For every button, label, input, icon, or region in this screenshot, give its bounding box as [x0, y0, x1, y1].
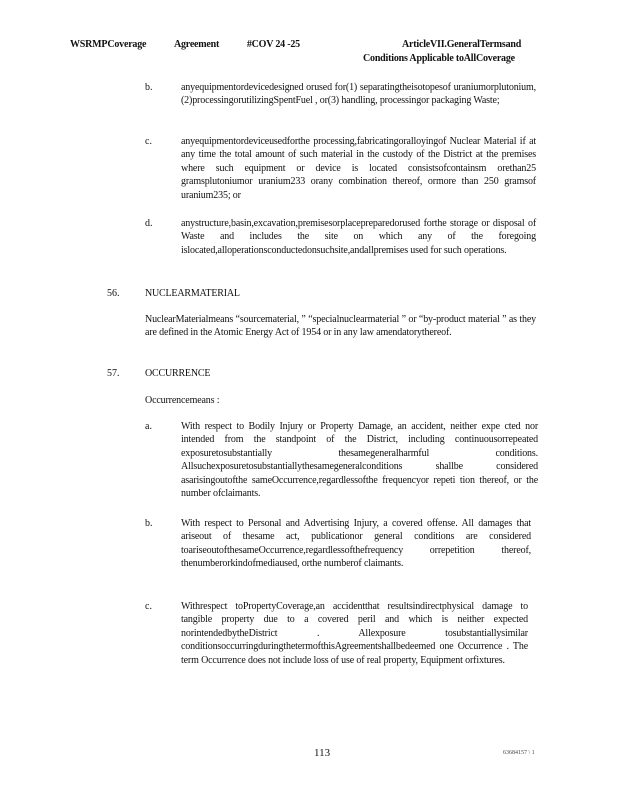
page-number: 113 — [314, 747, 331, 759]
item-text: With respect to Bodily Injury or Property Damage, an accident, neither expe cted nor intended from the standpoint of the District, including continuousorrepeated exposuretosubstantially thesamegeneralharmful conditions. Allsuchexposuretosubstantiallythesamegeneralconditions shallbe considered asarisingoutofthe sameOccurrence,regardlessofthe frequencyor repeti tion thereof, or the number ofclaimants. — [181, 421, 538, 500]
header-article-subtitle: Conditions Applicable toAllCoverage — [363, 53, 515, 64]
item-label: d. — [145, 218, 153, 229]
item-label: c. — [145, 601, 152, 612]
document-id: 63684157 \ 1 — [503, 750, 535, 756]
section-number: 57. — [107, 368, 120, 379]
section-title: NUCLEARMATERIAL — [145, 288, 240, 299]
item-label: c. — [145, 136, 152, 147]
item-text: anyequipmentordeviceusedforthe processing,fabricatingoralloyingof Nuclear Material if at any time the total amount of such material in the custody of the District at the premises where such equipment or device is located consistsofcontainsm orethan25 gramsplutoniumor uranium233 orany combination thereof, ormore than 250 gramsof uranium235; or — [181, 136, 536, 201]
section-definition: NuclearMaterialmeans “sourcematerial, ” “specialnuclearmaterial ” or “by-product material ” as they are defined in the Atomic Energy Act of 1954 or in any law amendatorythereof. — [145, 314, 536, 339]
header-article-title: ArticleVII.GeneralTermsand — [402, 39, 522, 50]
item-text: anyequipmentordevicedesigned orused for(1) separatingtheisotopesof uraniumorplutonium,(2)processingorutilizingSpentFuel , or(3) handling, processingor packaging Waste; — [181, 82, 536, 107]
header-agreement: Agreement — [173, 39, 220, 50]
item-text: With respect to Personal and Advertising Injury, a covered offense. All damages that ariseout of thesame act, publicationor general conditions are considered toariseoutofthesameOccurrence,regardlessofthefrequency orrepetition thereof, thenumberorkindofmediaused, orthe numberof claimants. — [181, 518, 531, 570]
section-intro: Occurrencemeans : — [145, 395, 220, 406]
header-left — [70, 39, 300, 50]
item-text: anystructure,basin,excavation,premisesorplacepreparedorused forthe storage or disposal of Waste and includes the site on which any of the foregoing islocated,alloperationsconductedonsuchsite,andallpremises used for such operations. — [181, 218, 536, 256]
item-text: Withrespect toPropertyCoverage,an accidentthat resultsindirectphysical damage to tangible property due to a covered peril and which is neither expected norintendedbytheDistrict . Allexposure tosubstantiallysimilar conditionsoccurringduringthetermofthisAgreementshallbedeemed one Occurrence . The term Occurrence does not include loss of use of real property, Equipment orfixtures. — [181, 601, 528, 666]
section-number: 56. — [107, 288, 120, 299]
section-title: OCCURRENCE — [145, 368, 211, 379]
header-cov-number: #COV 24 -25 — [246, 39, 300, 50]
header-coverage: WSRMPCoverage — [70, 39, 147, 50]
item-label: b. — [145, 82, 153, 93]
item-label: b. — [145, 518, 153, 529]
item-label: a. — [145, 421, 152, 432]
